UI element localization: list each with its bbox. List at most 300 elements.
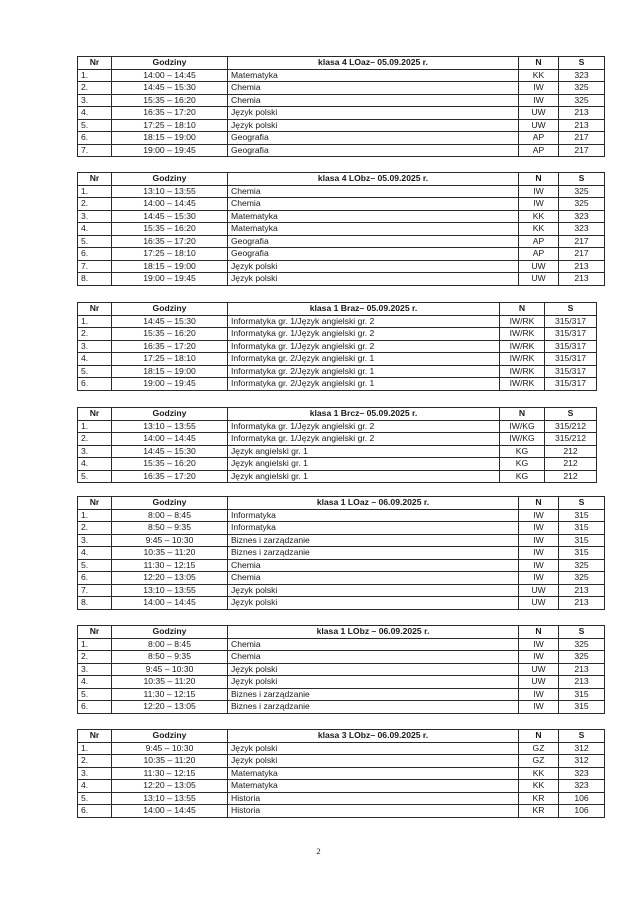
table-row <box>78 458 597 471</box>
lesson-number: 1. <box>78 509 112 522</box>
teacher-code: IW/RK <box>500 378 545 391</box>
lesson-number: 3. <box>78 94 112 107</box>
lesson-time: 14:00 – 14:45 <box>112 433 228 446</box>
lesson-number: 4. <box>78 780 112 793</box>
room-number: 213 <box>559 119 605 132</box>
table-row <box>78 805 605 818</box>
lesson-subject: Informatyka gr. 1/Język angielski gr. 2 <box>228 420 500 433</box>
room-number: 315 <box>559 547 605 560</box>
lesson-time: 11:30 – 12:15 <box>112 688 228 701</box>
header-s: S <box>559 730 605 743</box>
teacher-code: IW <box>519 688 559 701</box>
lesson-number: 5. <box>78 792 112 805</box>
room-number: 213 <box>559 663 605 676</box>
room-number: 312 <box>559 755 605 768</box>
lesson-subject: Chemia <box>228 651 519 664</box>
table-row <box>78 638 605 651</box>
table-row <box>78 792 605 805</box>
table-row <box>78 559 605 572</box>
room-number: 312 <box>559 742 605 755</box>
teacher-code: KR <box>519 805 559 818</box>
table-header-row <box>78 408 597 421</box>
table-title: klasa 1 Braz– 05.09.2025 r. <box>228 303 500 316</box>
header-s: S <box>559 497 605 510</box>
lesson-subject: Informatyka gr. 1/Język angielski gr. 2 <box>228 328 500 341</box>
lesson-number: 1. <box>78 420 112 433</box>
table-row <box>78 69 605 82</box>
lesson-number: 2. <box>78 433 112 446</box>
table-row <box>78 328 597 341</box>
lesson-subject: Informatyka gr. 1/Język angielski gr. 2 <box>228 433 500 446</box>
header-n: N <box>519 57 559 70</box>
table-row <box>78 701 605 714</box>
table-header-row <box>78 173 605 186</box>
table-title: klasa 1 LOaz – 06.09.2025 r. <box>228 497 519 510</box>
lesson-time: 15:35 – 16:20 <box>112 328 228 341</box>
room-number: 212 <box>545 458 597 471</box>
teacher-code: IW <box>519 534 559 547</box>
lesson-time: 11:30 – 12:15 <box>112 559 228 572</box>
lesson-number: 1. <box>78 185 112 198</box>
schedule-table <box>77 496 605 610</box>
header-n: N <box>500 408 545 421</box>
lesson-time: 14:45 – 15:30 <box>112 210 228 223</box>
header-time: Godziny <box>112 408 228 421</box>
lesson-number: 5. <box>78 688 112 701</box>
lesson-time: 9:45 – 10:30 <box>112 534 228 547</box>
room-number: 325 <box>559 94 605 107</box>
teacher-code: AP <box>519 144 559 157</box>
lesson-time: 14:45 – 15:30 <box>112 82 228 95</box>
lesson-subject: Geografia <box>228 144 519 157</box>
lesson-time: 8:50 – 9:35 <box>112 651 228 664</box>
lesson-time: 19:00 – 19:45 <box>112 378 228 391</box>
lesson-time: 12:20 – 13:05 <box>112 572 228 585</box>
table-title: klasa 1 Brcz– 05.09.2025 r. <box>228 408 500 421</box>
lesson-subject: Informatyka gr. 1/Język angielski gr. 2 <box>228 315 500 328</box>
header-time: Godziny <box>112 626 228 639</box>
lesson-number: 1. <box>78 638 112 651</box>
teacher-code: IW/RK <box>500 315 545 328</box>
lesson-number: 8. <box>78 273 112 286</box>
table-row <box>78 584 605 597</box>
header-s: S <box>545 408 597 421</box>
lesson-number: 6. <box>78 378 112 391</box>
teacher-code: IW <box>519 198 559 211</box>
lesson-subject: Informatyka <box>228 522 519 535</box>
lesson-subject: Język polski <box>228 755 519 768</box>
schedule-table <box>77 302 597 391</box>
table-row <box>78 742 605 755</box>
table-row <box>78 210 605 223</box>
table-header-row <box>78 626 605 639</box>
lesson-subject: Biznes i zarządzanie <box>228 701 519 714</box>
lesson-time: 12:20 – 13:05 <box>112 701 228 714</box>
table-row <box>78 597 605 610</box>
lesson-time: 19:00 – 19:45 <box>112 273 228 286</box>
table-row <box>78 534 605 547</box>
teacher-code: KG <box>500 458 545 471</box>
schedule-table <box>77 407 597 483</box>
header-s: S <box>545 303 597 316</box>
table-row <box>78 522 605 535</box>
lesson-number: 6. <box>78 805 112 818</box>
room-number: 212 <box>545 470 597 483</box>
room-number: 323 <box>559 767 605 780</box>
room-number: 325 <box>559 559 605 572</box>
teacher-code: IW/RK <box>500 340 545 353</box>
lesson-number: 2. <box>78 522 112 535</box>
teacher-code: IW <box>519 94 559 107</box>
lesson-number: 5. <box>78 235 112 248</box>
lesson-subject: Język angielski gr. 1 <box>228 470 500 483</box>
lesson-number: 5. <box>78 559 112 572</box>
table-row <box>78 378 597 391</box>
room-number: 315/317 <box>545 365 597 378</box>
room-number: 106 <box>559 805 605 818</box>
lesson-subject: Chemia <box>228 185 519 198</box>
lesson-subject: Chemia <box>228 638 519 651</box>
teacher-code: IW <box>519 522 559 535</box>
table-row <box>78 82 605 95</box>
table-row <box>78 445 597 458</box>
lesson-number: 5. <box>78 119 112 132</box>
teacher-code: AP <box>519 132 559 145</box>
table-header-row <box>78 57 605 70</box>
teacher-code: KK <box>519 210 559 223</box>
table-header-row <box>78 497 605 510</box>
teacher-code: UW <box>519 260 559 273</box>
lesson-number: 1. <box>78 315 112 328</box>
teacher-code: AP <box>519 235 559 248</box>
teacher-code: IW/RK <box>500 328 545 341</box>
table-row <box>78 144 605 157</box>
teacher-code: IW <box>519 185 559 198</box>
lesson-subject: Język polski <box>228 676 519 689</box>
schedule-table <box>77 625 605 714</box>
lesson-number: 1. <box>78 69 112 82</box>
header-n: N <box>519 626 559 639</box>
lesson-time: 16:35 – 17:20 <box>112 107 228 120</box>
schedule-table <box>77 729 605 818</box>
room-number: 213 <box>559 584 605 597</box>
table-row <box>78 767 605 780</box>
lesson-time: 17:25 – 18:10 <box>112 119 228 132</box>
room-number: 315/317 <box>545 340 597 353</box>
lesson-number: 1. <box>78 742 112 755</box>
table-title: klasa 4 LObz– 05.09.2025 r. <box>228 173 519 186</box>
lesson-number: 6. <box>78 248 112 261</box>
table-row <box>78 340 597 353</box>
header-s: S <box>559 173 605 186</box>
room-number: 325 <box>559 651 605 664</box>
lesson-subject: Chemia <box>228 559 519 572</box>
room-number: 315/317 <box>545 328 597 341</box>
header-s: S <box>559 626 605 639</box>
header-nr: Nr <box>78 730 112 743</box>
room-number: 213 <box>559 260 605 273</box>
lesson-time: 11:30 – 12:15 <box>112 767 228 780</box>
room-number: 217 <box>559 144 605 157</box>
teacher-code: UW <box>519 119 559 132</box>
table-row <box>78 420 597 433</box>
lesson-subject: Chemia <box>228 572 519 585</box>
room-number: 217 <box>559 248 605 261</box>
lesson-subject: Język polski <box>228 663 519 676</box>
lesson-time: 17:25 – 18:10 <box>112 248 228 261</box>
lesson-time: 9:45 – 10:30 <box>112 663 228 676</box>
header-s: S <box>559 57 605 70</box>
table-title: klasa 1 LObz – 06.09.2025 r. <box>228 626 519 639</box>
header-nr: Nr <box>78 408 112 421</box>
lesson-number: 3. <box>78 210 112 223</box>
lesson-time: 18:15 – 19:00 <box>112 365 228 378</box>
lesson-number: 2. <box>78 328 112 341</box>
lesson-subject: Język polski <box>228 107 519 120</box>
lesson-time: 15:35 – 16:20 <box>112 223 228 236</box>
lesson-time: 8:00 – 8:45 <box>112 638 228 651</box>
lesson-number: 4. <box>78 107 112 120</box>
lesson-number: 6. <box>78 572 112 585</box>
teacher-code: KK <box>519 223 559 236</box>
header-time: Godziny <box>112 730 228 743</box>
room-number: 315/317 <box>545 378 597 391</box>
header-nr: Nr <box>78 626 112 639</box>
lesson-time: 13:10 – 13:55 <box>112 584 228 597</box>
lesson-time: 16:35 – 17:20 <box>112 235 228 248</box>
lesson-number: 4. <box>78 458 112 471</box>
lesson-subject: Geografia <box>228 248 519 261</box>
teacher-code: IW/KG <box>500 420 545 433</box>
teacher-code: IW <box>519 509 559 522</box>
lesson-time: 13:10 – 13:55 <box>112 185 228 198</box>
lesson-time: 14:45 – 15:30 <box>112 315 228 328</box>
teacher-code: KK <box>519 767 559 780</box>
header-n: N <box>519 730 559 743</box>
room-number: 213 <box>559 107 605 120</box>
lesson-subject: Geografia <box>228 132 519 145</box>
teacher-code: IW <box>519 82 559 95</box>
table-row <box>78 119 605 132</box>
lesson-subject: Język polski <box>228 119 519 132</box>
lesson-number: 3. <box>78 767 112 780</box>
lesson-time: 18:15 – 19:00 <box>112 260 228 273</box>
room-number: 213 <box>559 273 605 286</box>
room-number: 323 <box>559 223 605 236</box>
teacher-code: IW <box>519 651 559 664</box>
header-nr: Nr <box>78 303 112 316</box>
teacher-code: KK <box>519 69 559 82</box>
room-number: 315 <box>559 701 605 714</box>
lesson-time: 14:00 – 14:45 <box>112 597 228 610</box>
lesson-subject: Informatyka gr. 2/Język angielski gr. 1 <box>228 353 500 366</box>
lesson-time: 19:00 – 19:45 <box>112 144 228 157</box>
lesson-subject: Chemia <box>228 198 519 211</box>
teacher-code: UW <box>519 676 559 689</box>
lesson-subject: Matematyka <box>228 210 519 223</box>
lesson-number: 6. <box>78 132 112 145</box>
lesson-time: 10:35 – 11:20 <box>112 755 228 768</box>
lesson-subject: Język angielski gr. 1 <box>228 445 500 458</box>
lesson-number: 3. <box>78 663 112 676</box>
teacher-code: UW <box>519 107 559 120</box>
lesson-subject: Język polski <box>228 742 519 755</box>
table-row <box>78 755 605 768</box>
header-time: Godziny <box>112 173 228 186</box>
teacher-code: KG <box>500 445 545 458</box>
teacher-code: KG <box>500 470 545 483</box>
lesson-number: 2. <box>78 651 112 664</box>
table-header-row <box>78 303 597 316</box>
lesson-number: 6. <box>78 701 112 714</box>
table-row <box>78 235 605 248</box>
teacher-code: IW <box>519 638 559 651</box>
lesson-subject: Język angielski gr. 1 <box>228 458 500 471</box>
header-time: Godziny <box>112 303 228 316</box>
header-time: Godziny <box>112 497 228 510</box>
teacher-code: UW <box>519 597 559 610</box>
room-number: 315 <box>559 534 605 547</box>
table-row <box>78 223 605 236</box>
lesson-time: 10:35 – 11:20 <box>112 676 228 689</box>
table-row <box>78 572 605 585</box>
table-row <box>78 688 605 701</box>
header-n: N <box>519 497 559 510</box>
lesson-number: 4. <box>78 547 112 560</box>
lesson-time: 18:15 – 19:00 <box>112 132 228 145</box>
lesson-subject: Biznes i zarządzanie <box>228 534 519 547</box>
header-nr: Nr <box>78 57 112 70</box>
room-number: 315/212 <box>545 420 597 433</box>
lesson-subject: Biznes i zarządzanie <box>228 688 519 701</box>
room-number: 315/317 <box>545 315 597 328</box>
table-row <box>78 315 597 328</box>
table-row <box>78 509 605 522</box>
table-row <box>78 248 605 261</box>
lesson-subject: Geografia <box>228 235 519 248</box>
table-row <box>78 107 605 120</box>
table-row <box>78 433 597 446</box>
room-number: 323 <box>559 69 605 82</box>
lesson-number: 2. <box>78 82 112 95</box>
teacher-code: GZ <box>519 742 559 755</box>
room-number: 325 <box>559 638 605 651</box>
lesson-number: 5. <box>78 470 112 483</box>
table-row <box>78 198 605 211</box>
lesson-subject: Język polski <box>228 584 519 597</box>
teacher-code: IW/RK <box>500 365 545 378</box>
teacher-code: IW <box>519 572 559 585</box>
lesson-subject: Informatyka <box>228 509 519 522</box>
table-row <box>78 132 605 145</box>
teacher-code: GZ <box>519 755 559 768</box>
header-nr: Nr <box>78 497 112 510</box>
table-row <box>78 676 605 689</box>
lesson-subject: Matematyka <box>228 767 519 780</box>
room-number: 217 <box>559 235 605 248</box>
lesson-subject: Biznes i zarządzanie <box>228 547 519 560</box>
room-number: 325 <box>559 198 605 211</box>
lesson-subject: Chemia <box>228 94 519 107</box>
table-row <box>78 273 605 286</box>
lesson-time: 14:00 – 14:45 <box>112 805 228 818</box>
table-row <box>78 663 605 676</box>
table-row <box>78 651 605 664</box>
room-number: 213 <box>559 676 605 689</box>
lesson-number: 3. <box>78 340 112 353</box>
lesson-number: 8. <box>78 597 112 610</box>
lesson-time: 16:35 – 17:20 <box>112 470 228 483</box>
teacher-code: IW <box>519 559 559 572</box>
teacher-code: KK <box>519 780 559 793</box>
lesson-time: 15:35 – 16:20 <box>112 458 228 471</box>
room-number: 315 <box>559 509 605 522</box>
lesson-subject: Matematyka <box>228 69 519 82</box>
lesson-time: 12:20 – 13:05 <box>112 780 228 793</box>
lesson-number: 5. <box>78 365 112 378</box>
room-number: 325 <box>559 82 605 95</box>
table-row <box>78 365 597 378</box>
table-row <box>78 353 597 366</box>
header-n: N <box>500 303 545 316</box>
lesson-subject: Historia <box>228 792 519 805</box>
table-title: klasa 4 LOaz– 05.09.2025 r. <box>228 57 519 70</box>
table-row <box>78 94 605 107</box>
lesson-time: 14:45 – 15:30 <box>112 445 228 458</box>
lesson-time: 14:00 – 14:45 <box>112 69 228 82</box>
room-number: 213 <box>559 597 605 610</box>
header-n: N <box>519 173 559 186</box>
room-number: 323 <box>559 780 605 793</box>
lesson-number: 4. <box>78 676 112 689</box>
lesson-time: 10:35 – 11:20 <box>112 547 228 560</box>
lesson-number: 2. <box>78 755 112 768</box>
teacher-code: IW <box>519 701 559 714</box>
lesson-subject: Matematyka <box>228 223 519 236</box>
page-number: 2 <box>316 846 321 856</box>
lesson-number: 7. <box>78 260 112 273</box>
room-number: 315/317 <box>545 353 597 366</box>
teacher-code: IW/RK <box>500 353 545 366</box>
lesson-number: 4. <box>78 353 112 366</box>
table-row <box>78 780 605 793</box>
lesson-subject: Język polski <box>228 597 519 610</box>
lesson-subject: Chemia <box>228 82 519 95</box>
teacher-code: UW <box>519 273 559 286</box>
lesson-time: 13:10 – 13:55 <box>112 792 228 805</box>
lesson-time: 8:50 – 9:35 <box>112 522 228 535</box>
teacher-code: IW/KG <box>500 433 545 446</box>
header-time: Godziny <box>112 57 228 70</box>
lesson-time: 16:35 – 17:20 <box>112 340 228 353</box>
lesson-subject: Historia <box>228 805 519 818</box>
lesson-time: 13:10 – 13:55 <box>112 420 228 433</box>
lesson-subject: Język polski <box>228 260 519 273</box>
lesson-number: 2. <box>78 198 112 211</box>
room-number: 217 <box>559 132 605 145</box>
lesson-number: 3. <box>78 445 112 458</box>
teacher-code: IW <box>519 547 559 560</box>
lesson-number: 3. <box>78 534 112 547</box>
lesson-subject: Matematyka <box>228 780 519 793</box>
lesson-time: 14:00 – 14:45 <box>112 198 228 211</box>
room-number: 325 <box>559 185 605 198</box>
table-row <box>78 185 605 198</box>
lesson-subject: Informatyka gr. 1/Język angielski gr. 2 <box>228 340 500 353</box>
table-row <box>78 260 605 273</box>
teacher-code: UW <box>519 663 559 676</box>
lesson-number: 7. <box>78 144 112 157</box>
